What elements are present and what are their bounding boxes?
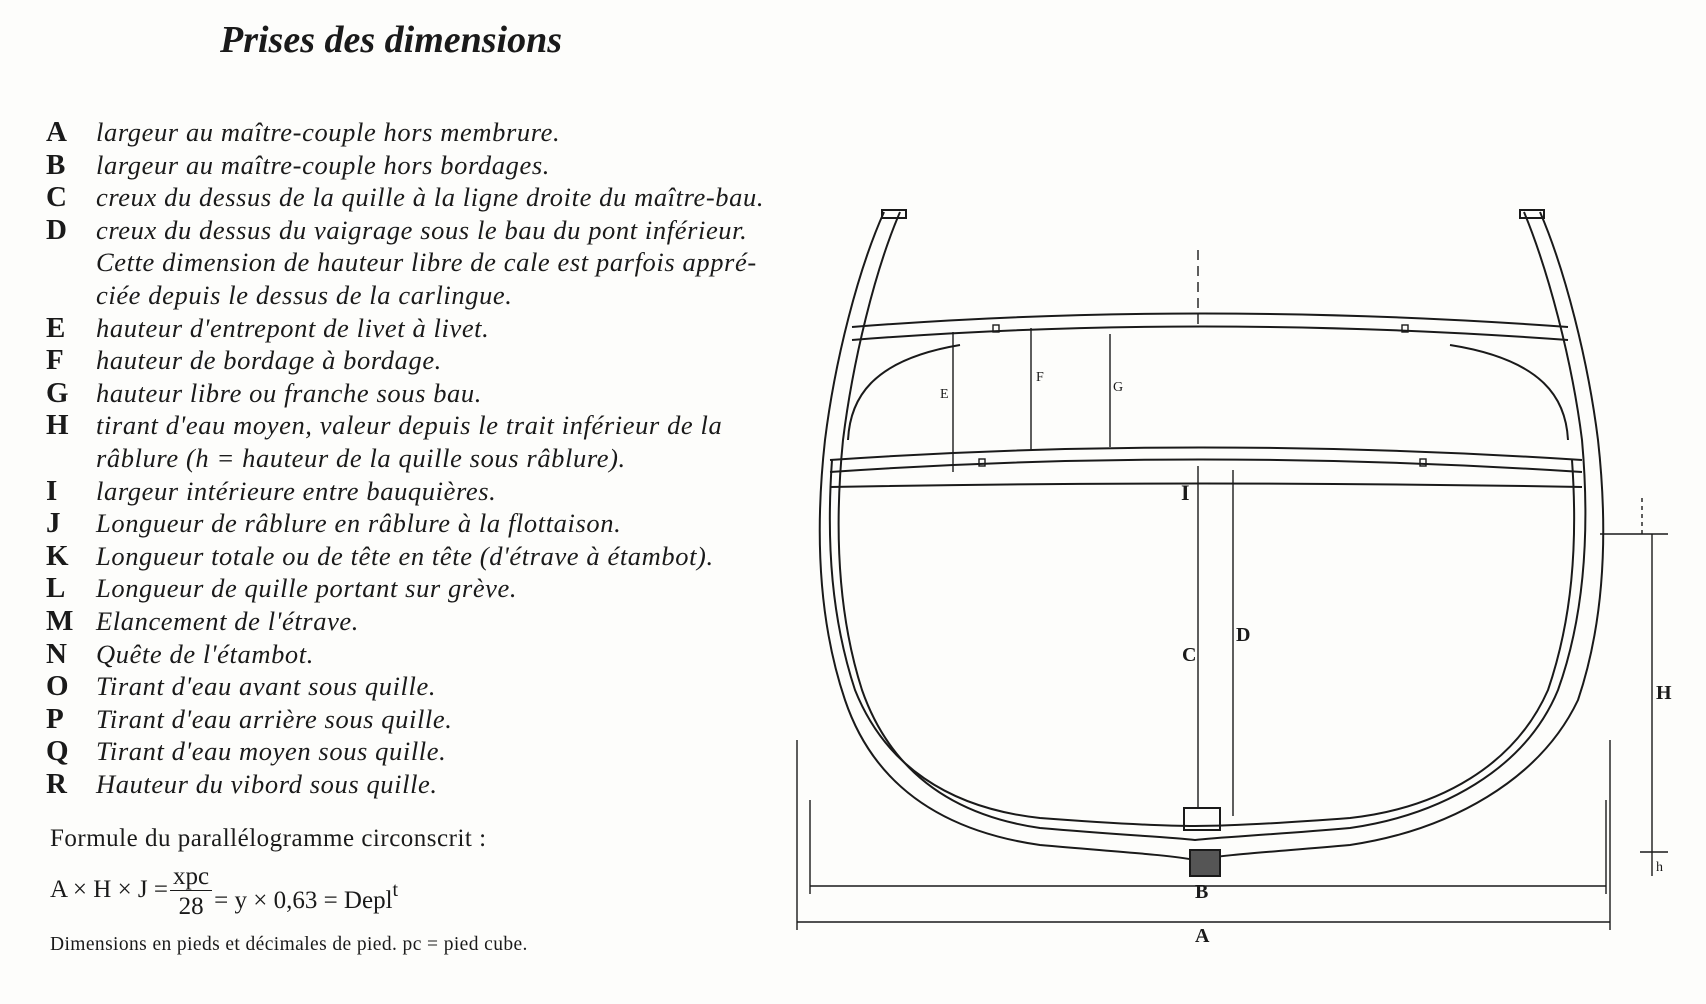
label-D: D <box>1236 624 1251 646</box>
legend-letter: N <box>46 637 67 670</box>
formula-rhs-text: = y × 0,63 = Depl <box>214 887 393 914</box>
lower-deck-top <box>830 448 1582 461</box>
formula-numerator: xpc <box>170 864 212 891</box>
label-B: B <box>1195 881 1209 903</box>
legend-description: Tirant d'eau arrière sous quille. <box>96 703 453 734</box>
legend-description: hauteur de bordage à bordage. <box>96 345 442 376</box>
legend-letter: E <box>46 311 66 344</box>
legend-description: râblure (h = hauteur de la quille sous râblure). <box>96 442 626 473</box>
legend-description: tirant d'eau moyen, valeur depuis le trait inférieur de la <box>96 410 723 441</box>
legend-letter: G <box>46 376 69 409</box>
legend-letter: L <box>46 572 66 605</box>
legend-letter: I <box>46 474 58 507</box>
legend-letter: F <box>46 344 64 377</box>
legend-letter: R <box>46 767 67 800</box>
deck-marker-3 <box>979 459 985 466</box>
legend-description: Elancement de l'étrave. <box>96 605 360 636</box>
legend-description: ciée depuis le dessus de la carlingue. <box>96 279 513 310</box>
legend-letter: D <box>46 213 67 246</box>
label-C: C <box>1182 644 1197 666</box>
hull-inner-frame <box>839 212 1586 840</box>
page-title: Prises des dimensions <box>220 19 563 61</box>
hull-outer-planking <box>820 212 1604 860</box>
legend-description: Hauteur du vibord sous quille. <box>96 768 438 799</box>
legend-letter: O <box>46 670 69 703</box>
legend-description: Longueur totale ou de tête en tête (d'étrave à étambot). <box>96 540 714 571</box>
legend-letter: J <box>46 507 61 540</box>
keel <box>1190 850 1220 876</box>
legend-description: largeur au maître-couple hors membrure. <box>96 117 561 147</box>
legend-description: Longueur de quille portant sur grève. <box>96 573 518 604</box>
knee-right <box>1450 345 1568 440</box>
formula-sup: t <box>392 879 399 901</box>
formula-denominator: 28 <box>178 893 204 920</box>
legend-description: creux du dessus de la quille à la ligne droite du maître-bau. <box>96 182 765 213</box>
label-E: E <box>940 387 949 402</box>
legend-description: Cette dimension de hauteur libre de cale est parfois appré- <box>96 247 757 278</box>
lower-deck-beam <box>830 484 1582 488</box>
legend-description: Quête de l'étambot. <box>96 638 314 669</box>
legend-description: creux du dessus du vaigrage sous le bau du pont inférieur. <box>96 214 748 245</box>
legend-description: largeur au maître-couple hors bordages. <box>96 149 550 180</box>
diagram-labels <box>940 370 1672 947</box>
deck-marker-4 <box>1420 459 1426 466</box>
legend-description: largeur intérieure entre bauquières. <box>96 475 497 506</box>
legend-description: hauteur libre ou franche sous bau. <box>96 377 482 408</box>
label-F: F <box>1036 370 1044 385</box>
hull-outline <box>820 210 1604 876</box>
legend-letter: M <box>46 604 74 637</box>
legend-letter: P <box>46 702 64 735</box>
label-G: G <box>1113 380 1124 395</box>
formula-note: Dimensions en pieds et décimales de pied. pc = pied cube. <box>50 934 528 955</box>
legend-description: Tirant d'eau avant sous quille. <box>96 671 437 702</box>
legend-letter: H <box>46 409 69 442</box>
upper-deck-top <box>852 314 1568 328</box>
label-A: A <box>1195 925 1210 947</box>
hull-top-left-cap <box>882 210 906 218</box>
legend-letter: C <box>46 181 67 214</box>
legend-letter: A <box>46 116 67 148</box>
legend-letter: K <box>46 539 69 572</box>
legend-letter: Q <box>46 735 69 768</box>
legend-letter: B <box>46 148 66 181</box>
legend-description: Longueur de râblure en râblure à la flottaison. <box>96 508 622 539</box>
formula-lhs: A × H × J = <box>50 876 169 903</box>
lower-deck-bottom <box>830 460 1582 473</box>
hull-ceiling <box>830 460 1574 826</box>
upper-deck-bottom <box>852 327 1568 341</box>
label-I: I <box>1181 480 1190 505</box>
legend-description: Tirant d'eau moyen sous quille. <box>96 736 447 767</box>
label-H: H <box>1656 682 1672 704</box>
formula-label: Formule du parallélogramme circonscrit : <box>50 825 487 852</box>
legend-description: hauteur d'entrepont de livet à livet. <box>96 312 490 343</box>
label-h: h <box>1656 860 1663 875</box>
